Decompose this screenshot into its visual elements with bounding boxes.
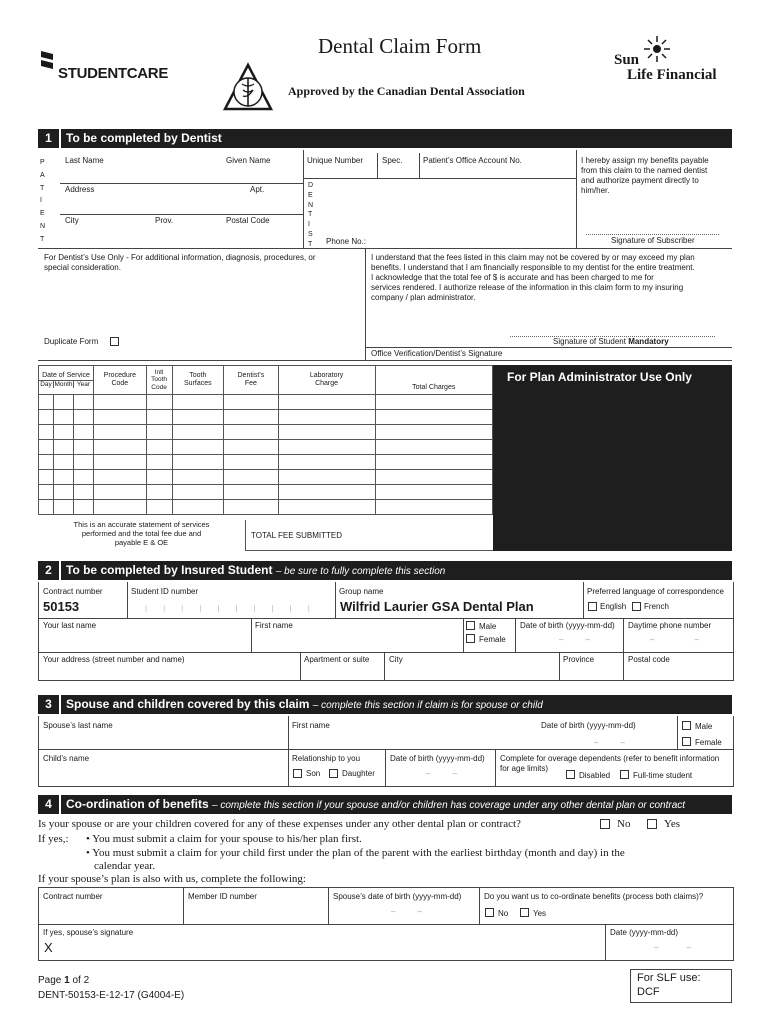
dash: – (650, 635, 655, 644)
dash: – (694, 635, 699, 644)
instruction-2: • You must submit a claim for your child first under the plan of the parent with the earliest birthday (month and day) in the (86, 847, 625, 859)
signature-of-subscriber[interactable]: Signature of Subscriber (611, 236, 695, 245)
patient-city-field[interactable] (64, 228, 299, 241)
section-title (66, 795, 685, 815)
table-row[interactable] (39, 455, 493, 470)
child-dob-label: Date of birth (yyyy-mm-dd) (390, 754, 485, 763)
spouse-contract-field[interactable] (43, 905, 179, 918)
assign-text: and authorize payment directly to (581, 176, 699, 185)
child-dob-separators[interactable] (426, 769, 457, 778)
signature-of-student[interactable] (553, 337, 669, 347)
letter: N (40, 222, 46, 230)
page-suffix: of 2 (69, 975, 90, 986)
month-label: Month (54, 381, 73, 388)
preferred-language-label: Preferred language of correspondence (587, 587, 724, 596)
coordination-table (38, 887, 734, 961)
letter: A (40, 171, 45, 179)
intl-tooth-label: Tooth (151, 376, 168, 384)
date-of-birth-label: Date of birth (yyyy-mm-dd) (520, 621, 615, 630)
understand-text: services rendered. I authorize release of the information in this claim form to my insuring (371, 283, 684, 292)
understand-text: I acknowledge that the total fee of $ is accurate and has been charged to me for (371, 273, 654, 282)
studentcare-logo-icon (38, 49, 56, 75)
child-name-label: Child’s name (43, 754, 90, 763)
tooth-surfaces-label: Tooth (189, 372, 207, 379)
admin-use-label: For Plan Administrator Use Only (507, 370, 692, 384)
spouse-last-name-label: Spouse’s last name (43, 721, 113, 730)
letter: E (308, 191, 313, 199)
full-time-student-label: Full-time student (633, 771, 693, 780)
section-2-body (38, 582, 734, 681)
dentist-fee-label: Fee (244, 380, 257, 387)
spouse-dob-separators[interactable] (594, 738, 625, 747)
office-verification-label[interactable]: Office Verification/Dentist’s Signature (371, 349, 503, 358)
dentist-info-field[interactable] (325, 182, 570, 232)
section-title-text: Spouse and children covered by this claim (66, 697, 310, 711)
dash: – (426, 769, 431, 778)
given-name-label: Given Name (226, 156, 271, 165)
page-prefix: Page (38, 975, 65, 986)
student-id-ticks[interactable]: |||||||||| (145, 604, 326, 613)
spouse-male-label: Male (695, 722, 713, 731)
letter: P (40, 159, 45, 166)
accurate-text: payable E & OE (114, 538, 169, 547)
table-row[interactable] (39, 440, 493, 455)
coordinate-yes-label: Yes (533, 909, 547, 918)
tooth-surfaces-label: Surfaces (183, 380, 212, 387)
relationship-label: Relationship to you (292, 754, 361, 763)
table-row[interactable] (39, 500, 493, 515)
coverage-question: Is your spouse or are your children covered for any of these expenses under any other dental plan or contract? (38, 818, 521, 830)
letter: T (40, 235, 45, 243)
section-number: 3 (38, 695, 61, 714)
studentcare-logo (38, 49, 169, 85)
understand-block (365, 248, 732, 360)
dentist-use-text: For Dentist’s Use Only - For additional information, diagnosis, procedures, or (44, 253, 316, 262)
signature-of-student-label: Signature of Student (553, 337, 626, 346)
dob-separators[interactable] (559, 635, 590, 644)
dash: – (686, 943, 691, 952)
coordinate-label: Do you want us to co-ordinate benefits (process both claims)? (484, 892, 704, 901)
dash: – (620, 738, 625, 747)
understand-text: company / plan administrator. (371, 293, 476, 302)
dentist-phone-field[interactable] (369, 236, 569, 247)
sun-icon (642, 34, 672, 64)
table-row[interactable] (39, 485, 493, 500)
daughter-checkbox[interactable] (329, 769, 338, 778)
sunlife-name-2: Life Financial (627, 67, 717, 83)
accurate-statement (38, 520, 245, 550)
slf-use-box (630, 969, 732, 1003)
patient-name-field[interactable] (64, 168, 299, 181)
day-label: Day (40, 381, 52, 388)
patient-letters (40, 157, 48, 247)
letter: T (40, 184, 45, 192)
section-title (66, 561, 445, 581)
section-subtitle: – be sure to fully complete this section (275, 566, 446, 577)
understand-text: benefits. I understand that I am financially responsible to my dentist for the entire treatment. (371, 263, 695, 272)
coordinate-yes-checkbox[interactable] (520, 908, 529, 917)
spec-label: Spec. (382, 156, 403, 165)
letter: T (308, 211, 313, 219)
dentist-use-block (38, 248, 365, 360)
dash: – (594, 738, 599, 747)
sunlife-name-1: Sun (614, 52, 640, 68)
table-row[interactable] (39, 470, 493, 485)
letter: I (308, 221, 310, 229)
son-checkbox[interactable] (293, 769, 302, 778)
coverage-no-label: No (617, 818, 631, 830)
accurate-text: This is an accurate statement of services (73, 520, 210, 529)
son-label: Son (306, 769, 321, 778)
full-time-student-checkbox[interactable] (620, 770, 629, 779)
assign-text: I hereby assign my benefits payable (581, 156, 709, 165)
dash: – (585, 635, 590, 644)
letter: E (40, 210, 45, 218)
address-label: Address (65, 185, 95, 194)
approved-text: Approved by the Canadian Dental Association (288, 84, 525, 98)
apt-label: Apt. (250, 185, 265, 194)
spouse-dob-label: Date of birth (yyyy-mm-dd) (541, 721, 636, 730)
section-title-text: To be completed by Insured Student (66, 563, 273, 577)
intl-tooth-label: Code (151, 383, 167, 391)
form-title: Dental Claim Form (318, 34, 482, 58)
first-name-label: First name (255, 621, 293, 630)
postal-code-label: Postal code (628, 655, 670, 664)
dentist-notes-field[interactable] (44, 276, 359, 331)
apartment-label: Apartment or suite (304, 655, 370, 664)
table-row[interactable] (39, 395, 493, 410)
form-code: DENT-50153-E-12-17 (G4004-E) (38, 990, 185, 1001)
address-field[interactable] (43, 666, 298, 678)
understand-text: I understand that the fees listed in this claim may not be covered by or may exceed my plan (371, 253, 695, 262)
phone-label: Daytime phone number (628, 621, 712, 630)
section-3-header (38, 695, 732, 714)
section-number: 2 (38, 561, 61, 580)
spouse-signature-label: If yes, spouse’s signature (43, 928, 134, 937)
spouse-contract-label: Contract number (43, 892, 103, 901)
first-name-field[interactable] (255, 634, 460, 647)
treatment-grid (38, 365, 493, 551)
male-checkbox[interactable] (466, 621, 475, 630)
instruction-1: • You must submit a claim for your spouse to his/her plan first. (86, 833, 362, 845)
duplicate-form-checkbox[interactable] (110, 337, 119, 346)
office-account-label: Patient’s Office Account No. (423, 156, 522, 165)
cda-emblem (222, 62, 274, 116)
spouse-dob-separators[interactable] (391, 907, 422, 916)
daughter-label: Daughter (342, 769, 375, 778)
section-title: To be completed by Dentist (66, 131, 222, 145)
unique-number-label: Unique Number (307, 156, 364, 165)
disabled-checkbox[interactable] (566, 770, 575, 779)
dentist-letters (308, 181, 316, 250)
section-title-text: Co-ordination of benefits (66, 797, 209, 811)
page-current: 1 (64, 975, 70, 986)
city-label: City (389, 655, 403, 664)
section-4-header (38, 795, 732, 814)
coverage-yes-checkbox[interactable] (647, 819, 657, 829)
section-number: 1 (38, 129, 61, 148)
dcf-label: DCF (637, 986, 660, 998)
section-title (66, 695, 543, 715)
disabled-label: Disabled (579, 771, 611, 780)
dentist-fee-label: Dentist’s (237, 372, 265, 379)
table-row[interactable] (39, 410, 493, 425)
overage-label: for age limits) (500, 764, 549, 773)
mandatory-label: Mandatory (628, 337, 669, 346)
french-label: French (644, 602, 669, 611)
coverage-yes-label: Yes (664, 818, 681, 830)
letter: D (308, 182, 314, 189)
dash: – (417, 907, 422, 916)
coordinate-no-label: No (498, 909, 509, 918)
patient-address-field[interactable] (64, 197, 299, 210)
slf-use-label: For SLF use: (637, 972, 701, 984)
lab-charge-label: Charge (315, 380, 339, 387)
city-label: City (65, 216, 79, 225)
province-label: Province (563, 655, 595, 664)
child-name-field[interactable] (43, 768, 283, 781)
member-id-label: Member ID number (188, 892, 257, 901)
page-number (38, 975, 89, 986)
male-label: Male (479, 622, 497, 631)
spouse-male-checkbox[interactable] (682, 721, 691, 730)
lab-charge-label: Laboratory (309, 372, 344, 379)
admin-use-panel (493, 365, 732, 551)
spouse-female-label: Female (695, 738, 722, 747)
dash: – (391, 907, 396, 916)
intl-tooth-label: Intl (154, 368, 164, 376)
if-yes-label: If yes,: (38, 833, 69, 845)
section-subtitle: – complete this section if your spouse and/or children has coverage under any other dental plan or contract (212, 800, 686, 811)
contract-number-value[interactable]: 50153 (43, 599, 80, 614)
instruction-2b: calendar year. (94, 860, 156, 872)
also-with-us: If your spouse’s plan is also with us, complete the following: (38, 873, 306, 885)
letter: N (308, 201, 314, 209)
section-3-body (38, 716, 734, 787)
female-label: Female (479, 635, 506, 644)
section-1-header (38, 129, 732, 148)
overage-label: Complete for overage dependents (refer to benefit information (500, 754, 720, 763)
spouse-last-name-field[interactable] (43, 734, 283, 747)
contract-number-label: Contract number (43, 587, 103, 596)
english-label: English (600, 602, 627, 611)
spouse-dob-label: Spouse’s date of birth (yyyy-mm-dd) (333, 892, 462, 901)
dash: – (452, 769, 457, 778)
procedure-code-label: Code (111, 380, 129, 387)
procedure-code-label: Procedure (103, 372, 136, 379)
total-fee-box[interactable] (245, 520, 494, 551)
date-separators[interactable] (654, 943, 691, 952)
member-id-field[interactable] (188, 905, 324, 918)
date-of-service-label: Date of Service (42, 372, 90, 379)
female-checkbox[interactable] (466, 634, 475, 643)
total-charges-label: Total Charges (412, 384, 456, 391)
last-name-label: Your last name (43, 621, 97, 630)
table-row[interactable] (39, 425, 493, 440)
date-label: Date (yyyy-mm-dd) (610, 928, 679, 937)
total-fee-label: TOTAL FEE SUBMITTED (251, 531, 342, 540)
english-checkbox[interactable] (588, 602, 597, 611)
last-name-label: Last Name (65, 156, 104, 165)
section-subtitle: – complete this section if claim is for spouse or child (312, 700, 543, 711)
assign-block (576, 150, 732, 248)
duplicate-form-label: Duplicate Form (44, 337, 99, 346)
phone-label: Phone No.: (326, 237, 367, 246)
phone-separators[interactable] (650, 635, 699, 644)
assign-text: him/her. (581, 186, 610, 195)
group-name-value[interactable]: Wilfrid Laurier GSA Dental Plan (340, 599, 534, 614)
spouse-female-checkbox[interactable] (682, 737, 691, 746)
section-2-header (38, 561, 732, 580)
year-label: Year (73, 381, 93, 388)
dentist-block (303, 150, 576, 248)
signature-x-mark[interactable]: X (44, 940, 53, 955)
letter: I (40, 197, 42, 205)
dash: – (654, 943, 659, 952)
french-checkbox[interactable] (632, 602, 641, 611)
sunlife-logo (614, 34, 734, 86)
letter: T (308, 240, 313, 248)
section-number: 4 (38, 795, 61, 814)
address-label: Your address (street number and name) (43, 655, 185, 664)
coordinate-no-checkbox[interactable] (485, 908, 494, 917)
coverage-no-checkbox[interactable] (600, 819, 610, 829)
prov-label: Prov. (155, 216, 174, 225)
postal-code-label: Postal Code (226, 216, 270, 225)
student-id-label: Student ID number (131, 587, 199, 596)
last-name-field[interactable] (43, 634, 248, 647)
cda-emblem-icon (222, 62, 274, 114)
letter: S (308, 230, 313, 238)
group-name-label: Group name (339, 587, 384, 596)
dash: – (559, 635, 564, 644)
patient-block (38, 150, 305, 248)
spouse-first-name-field[interactable] (292, 734, 532, 747)
spouse-first-name-label: First name (292, 721, 330, 730)
brand-name: STUDENTCARE (58, 65, 169, 82)
assign-text: from this claim to the named dentist (581, 166, 708, 175)
dentist-use-text: special consideration. (44, 263, 121, 272)
accurate-text: performed and the total fee due and (81, 529, 202, 538)
